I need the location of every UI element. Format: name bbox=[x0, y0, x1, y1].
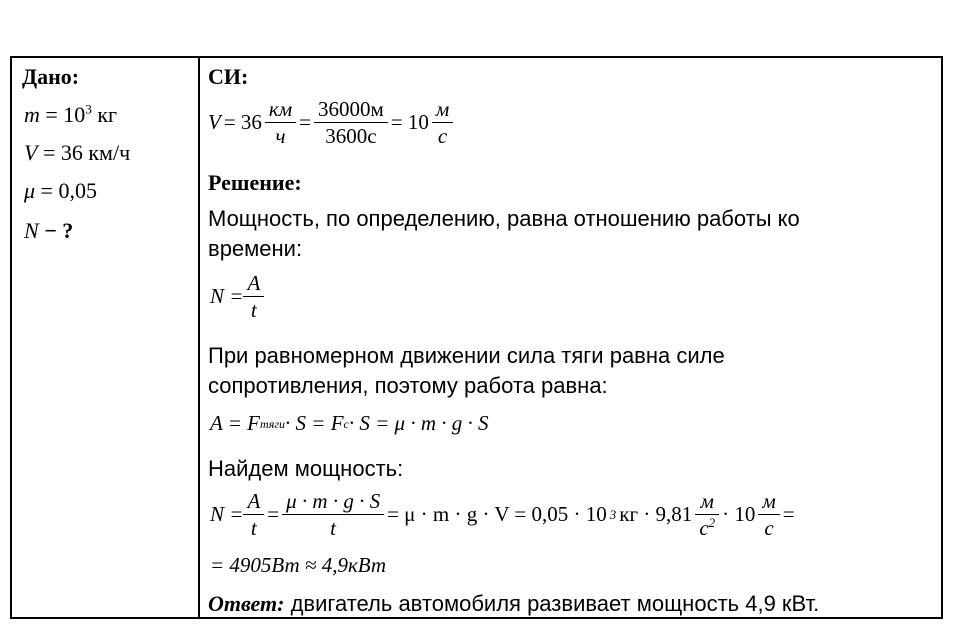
power-calculation-formula: N = $\frac{A}{t}$ = $\frac{\mu \cdot m \cdot g \cdot S}{t}$ = μ · m · g · V = 0,05 · 10 3 кг · 9,81 $\frac{м}{с^2}$ · 10 $\frac{м}{с}$ = bbox=[210, 489, 795, 540]
para-definition-line2: времени: bbox=[208, 236, 303, 261]
mass-value: = 10 bbox=[45, 102, 86, 127]
si-conversion-formula: V = 36 $\frac{км}{ч}$ = $\frac{36000м}{3600с}$ = 10 $\frac{м}{с}$ bbox=[208, 98, 453, 147]
work-formula: A = F тяги · S = F с · S = μ · m · g · S bbox=[210, 411, 489, 435]
solution-heading: Решение: bbox=[208, 170, 302, 195]
friction-symbol: μ bbox=[24, 178, 36, 203]
power-definition-formula: N = $\frac{A}{t}$ bbox=[210, 272, 264, 321]
para-find-power: Найдем мощность: bbox=[208, 456, 404, 481]
given-friction bbox=[24, 178, 97, 204]
given-heading: Дано: bbox=[22, 64, 80, 89]
unknown-mark: − ? bbox=[44, 218, 74, 243]
column-divider bbox=[198, 58, 200, 617]
answer-line bbox=[208, 591, 819, 617]
given-unknown bbox=[24, 218, 73, 244]
given-speed bbox=[24, 140, 130, 166]
given-mass bbox=[24, 102, 117, 128]
friction-value: = 0,05 bbox=[40, 178, 97, 203]
speed-symbol: V bbox=[24, 140, 38, 165]
power-result: = 4905Вт ≈ 4,9кВт bbox=[210, 553, 387, 577]
answer-text: двигатель автомобиля развивает мощность 4,9 кВт. bbox=[284, 591, 820, 616]
mass-symbol: m bbox=[24, 102, 40, 127]
para-motion-line2: сопротивления, поэтому работа равна: bbox=[208, 373, 608, 398]
para-motion-line1: При равномерном движении сила тяги равна силе bbox=[208, 343, 725, 368]
solution-table bbox=[10, 56, 943, 619]
unknown-symbol: N bbox=[24, 218, 39, 243]
para-definition-line1: Мощность, по определению, равна отношению работы ко bbox=[208, 206, 800, 231]
mass-power: 3 bbox=[85, 101, 92, 117]
speed-value: = 36 км/ч bbox=[42, 140, 131, 165]
answer-label: Ответ: bbox=[208, 591, 285, 616]
si-heading: СИ: bbox=[208, 64, 249, 89]
mass-unit: кг bbox=[97, 102, 118, 127]
